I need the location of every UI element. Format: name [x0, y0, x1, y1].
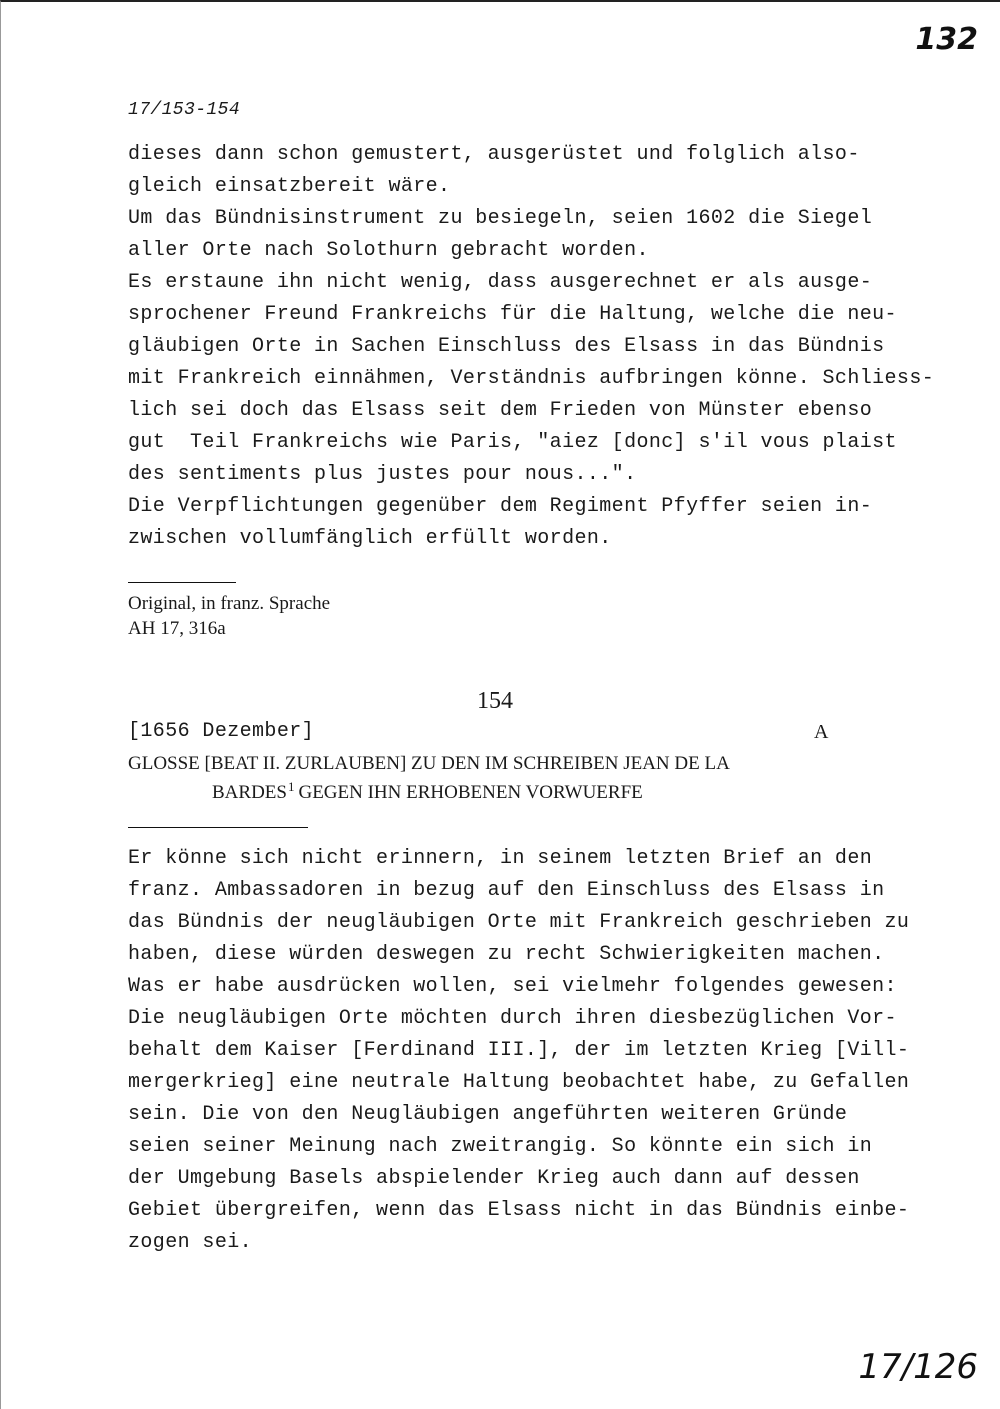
text-line: mit Frankreich einnähmen, Verständnis aufbringen könne. Schliess- — [128, 367, 935, 390]
text-line: Was er habe ausdrücken wollen, sei vielmehr folgendes gewesen: — [128, 975, 897, 998]
title-divider — [128, 827, 308, 828]
text-line: haben, diese würden deswegen zu recht Schwierigkeiten machen. — [128, 943, 885, 966]
text-line: zwischen vollumfänglich erfüllt worden. — [128, 527, 612, 550]
title-rest: GEGEN IHN ERHOBENEN VORWUERFE — [298, 782, 643, 803]
title-name: BARDES — [212, 782, 287, 803]
document-type-letter: A — [814, 721, 829, 743]
text-line: gut Teil Frankreichs wie Paris, "aiez [donc] s'il vous plaist — [128, 431, 897, 454]
text-line: der Umgebung Basels abspielender Krieg auch dann auf dessen — [128, 1167, 860, 1190]
text-line: gleich einsatzbereit wäre. — [128, 175, 451, 198]
text-line: sprochener Freund Frankreichs für die Haltung, welche die neu- — [128, 303, 897, 326]
text-line: Die Verpflichtungen gegenüber dem Regiment Pfyffer seien in- — [128, 495, 873, 518]
text-line: dieses dann schon gemustert, ausgerüstet und folglich also- — [128, 143, 860, 166]
document-title-line-1: GLOSSE [BEAT II. ZURLAUBEN] ZU DEN IM SCHREIBEN JEAN DE LA — [128, 753, 730, 774]
text-line: des sentiments plus justes pour nous...". — [128, 463, 637, 486]
document-title-line-2 — [212, 775, 643, 805]
document-date: [1656 Dezember] — [128, 720, 315, 743]
text-line: Die neugläubigen Orte möchten durch ihren diesbezüglichen Vor- — [128, 1007, 897, 1030]
text-line: Gebiet übergreifen, wenn das Elsass nicht in das Bündnis einbe- — [128, 1199, 910, 1222]
continuation-text — [128, 139, 935, 555]
document-body — [128, 843, 928, 1259]
footnote-divider — [128, 582, 236, 583]
text-line: aller Orte nach Solothurn gebracht worden. — [128, 239, 649, 262]
text-line: lich sei doch das Elsass seit dem Frieden von Münster ebenso — [128, 399, 873, 422]
page-reference: 17/153-154 — [128, 100, 241, 120]
text-line: Er könne sich nicht erinnern, in seinem letzten Brief an den — [128, 847, 873, 870]
folio-stamp-top: 132 — [915, 22, 978, 57]
document-number: 154 — [477, 688, 513, 714]
text-line: mergerkrieg] eine neutrale Haltung beobachtet habe, zu Gefallen — [128, 1071, 910, 1094]
text-line: zogen sei. — [128, 1231, 253, 1254]
folio-stamp-bottom: 17/126 — [858, 1347, 978, 1387]
text-line: Es erstaune ihn nicht wenig, dass ausgerechnet er als ausge- — [128, 271, 873, 294]
text-line: behalt dem Kaiser [Ferdinand III.], der im letzten Krieg [Vill- — [128, 1039, 910, 1062]
source-language-note: Original, in franz. Sprache — [128, 593, 331, 614]
text-line: gläubigen Orte in Sachen Einschluss des Elsass in das Bündnis — [128, 335, 885, 358]
archive-reference: AH 17, 316a — [128, 618, 226, 639]
text-line: franz. Ambassadoren in bezug auf den Einschluss des Elsass in — [128, 879, 885, 902]
text-line: das Bündnis der neugläubigen Orte mit Frankreich geschrieben zu — [128, 911, 910, 934]
text-line: sein. Die von den Neugläubigen angeführten weiteren Gründe — [128, 1103, 848, 1126]
text-line: Um das Bündnisinstrument zu besiegeln, seien 1602 die Siegel — [128, 207, 873, 230]
text-line: seien seiner Meinung nach zweitrangig. So könnte ein sich in — [128, 1135, 873, 1158]
footnote-mark: 1 — [287, 779, 295, 794]
